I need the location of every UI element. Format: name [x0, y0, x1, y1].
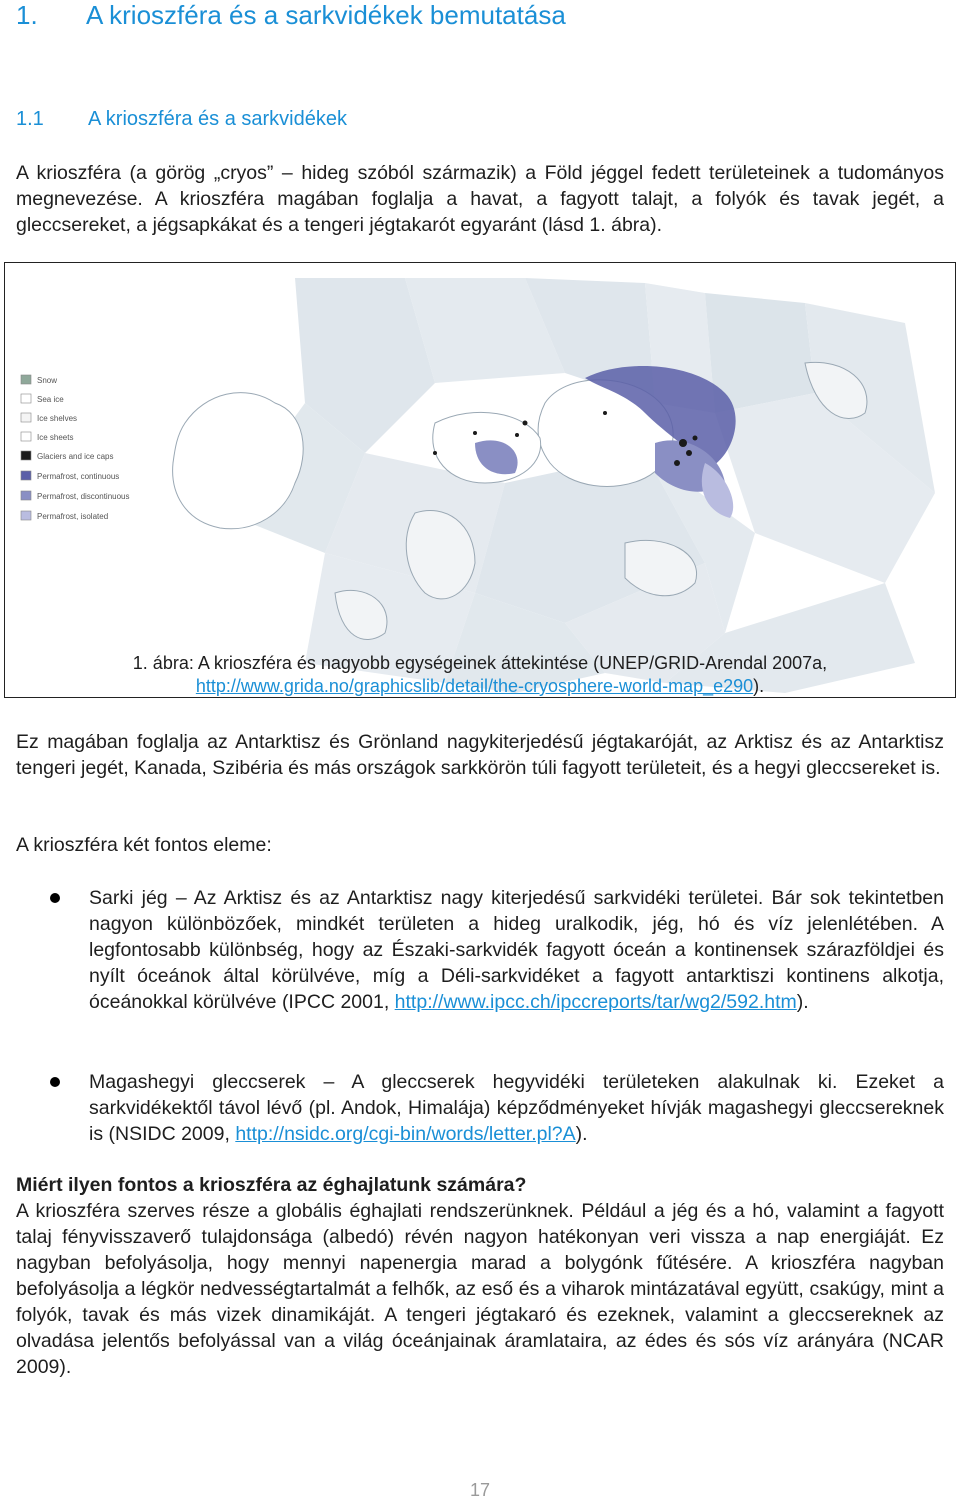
- cryosphere-world-map: [5, 263, 955, 697]
- ipcc-link[interactable]: http://www.ipcc.ch/ipccreports/tar/wg2/592.htm: [394, 991, 797, 1013]
- nsidc-link[interactable]: http://nsidc.org/cgi-bin/words/letter.pl?A: [235, 1123, 576, 1145]
- legend-label: Snow: [37, 376, 58, 385]
- paragraph-importance: A krioszféra szerves része a globális éghajlati rendszerünknek. Például a jég és a hó, valamint a fagyott talaj fényvisszaverő tulajdonsága (albedó) révén nagyon hatékonyan veri vissza a nap energiáját. Ez nagyban befolyásolja, hogy mennyi napenergia marad a bolygónk fűtésére. A krioszféra nagyban befolyásolja a légkör nedvességtartalmát a felhők, az eső és a viharok mintázatával együtt, csakúgy, mint a folyók, tavak és más vizek dinamikáját. A tengeri jégtakaró és ezeknek, valamint a gleccsereknek az olvadása jelentős befolyással van a világ óceánjainak áramlataira, az édes és sós víz arányára (NCAR 2009).: [16, 1200, 944, 1378]
- section-title: A krioszféra és a sarkvidékek: [88, 108, 347, 130]
- section-heading: [16, 106, 347, 132]
- bullet-marker: [50, 893, 60, 903]
- section-number: 1.1: [16, 108, 44, 130]
- bullet-item-mountain-glaciers: [89, 1069, 944, 1147]
- legend-swatch: [21, 413, 31, 422]
- figure-caption-end: ).: [753, 676, 765, 696]
- figure-caption-source: [0, 675, 960, 698]
- legend-swatch: [21, 451, 31, 460]
- figure-caption: [0, 652, 960, 698]
- map-legend: [21, 375, 130, 521]
- bullet-end: ).: [796, 991, 809, 1013]
- legend-swatch: [21, 394, 31, 403]
- figure-caption-text: 1. ábra: A krioszféra és nagyobb egységeinek áttekintése (UNEP/GRID-Arendal 2007a,: [132, 653, 828, 673]
- legend-label: Ice shelves: [37, 414, 78, 423]
- legend-swatch: [21, 432, 31, 441]
- page-number: 17: [469, 1480, 491, 1500]
- figure-frame: [4, 262, 956, 698]
- legend-label: Glaciers and ice caps: [37, 452, 114, 461]
- legend-swatch: [21, 471, 31, 480]
- paragraph-overview: Ez magában foglalja az Antarktisz és Grönland nagykiterjedésű jégtakaróját, az Arktisz és az Antarktisz tengeri jegét, Kanada, Szibéria és más országok sarkkörön túli fagyott területeit, és a hegyi gleccsereket is.: [16, 731, 944, 779]
- chapter-heading: [16, 0, 566, 30]
- legend-label: Ice sheets: [37, 433, 74, 442]
- legend-label: Permafrost, isolated: [37, 512, 109, 521]
- intro-paragraph: A krioszféra (a görög „cryos” – hideg szóból származik) a Föld jéggel fedett területeinek a tudományos megnevezése. A krioszféra magában foglalja a havat, a fagyott talajt, a folyók és tavak jegét, a gleccsereket, a jégsapkákat és a tengeri jégtakarót egyaránt (lásd 1. ábra).: [16, 162, 944, 236]
- bullet-item-polar-ice: [89, 885, 944, 1015]
- legend-label: Permafrost, continuous: [37, 472, 120, 481]
- legend-label: Permafrost, discontinuous: [37, 492, 130, 501]
- bullet-text: Magashegyi gleccserek – A gleccserek hegyvidéki területeken alakulnak ki. Ezeket a sarkvidékektől távol lévő (pl. Andok, Himalája) képződményeket hívják magashegyi gleccsereknek is (NSIDC 2009,: [89, 1071, 944, 1145]
- bullet-text: Sarki jég – Az Arktisz és az Antarktisz nagy kiterjedésű sarkvidéki területei. Bár sok tekintetben nagyon különbözőek, mindkét területen a hideg uralkodik, jég, hó és víz jelenlétében. A legfontosabb különbség, hogy az Északi-sarkvidék fagyott óceán a kontinensek szárazföldjei és nyílt óceánok által körülvéve, míg a Déli-sarkvidéket a fagyott antarktiszi kontinens alkotja, óceánokkal körülvéve (IPCC 2001,: [89, 887, 944, 1013]
- importance-question-heading: Miért ilyen fontos a krioszféra az éghajlatunk számára?: [16, 1174, 527, 1196]
- chapter-number: 1.: [16, 0, 38, 30]
- legend-label: Sea ice: [37, 395, 64, 404]
- chapter-title: A krioszféra és a sarkvidékek bemutatása: [86, 0, 566, 30]
- bullet-marker: [50, 1077, 60, 1087]
- figure-source-link[interactable]: http://www.grida.no/graphicslib/detail/the-cryosphere-world-map_e290: [195, 676, 754, 696]
- legend-swatch: [21, 491, 31, 500]
- legend-swatch: [21, 511, 31, 520]
- bullet-end: ).: [575, 1123, 588, 1145]
- map-panels: [225, 278, 935, 693]
- legend-swatch: [21, 375, 31, 384]
- paragraph-elements-intro: A krioszféra két fontos eleme:: [16, 834, 272, 856]
